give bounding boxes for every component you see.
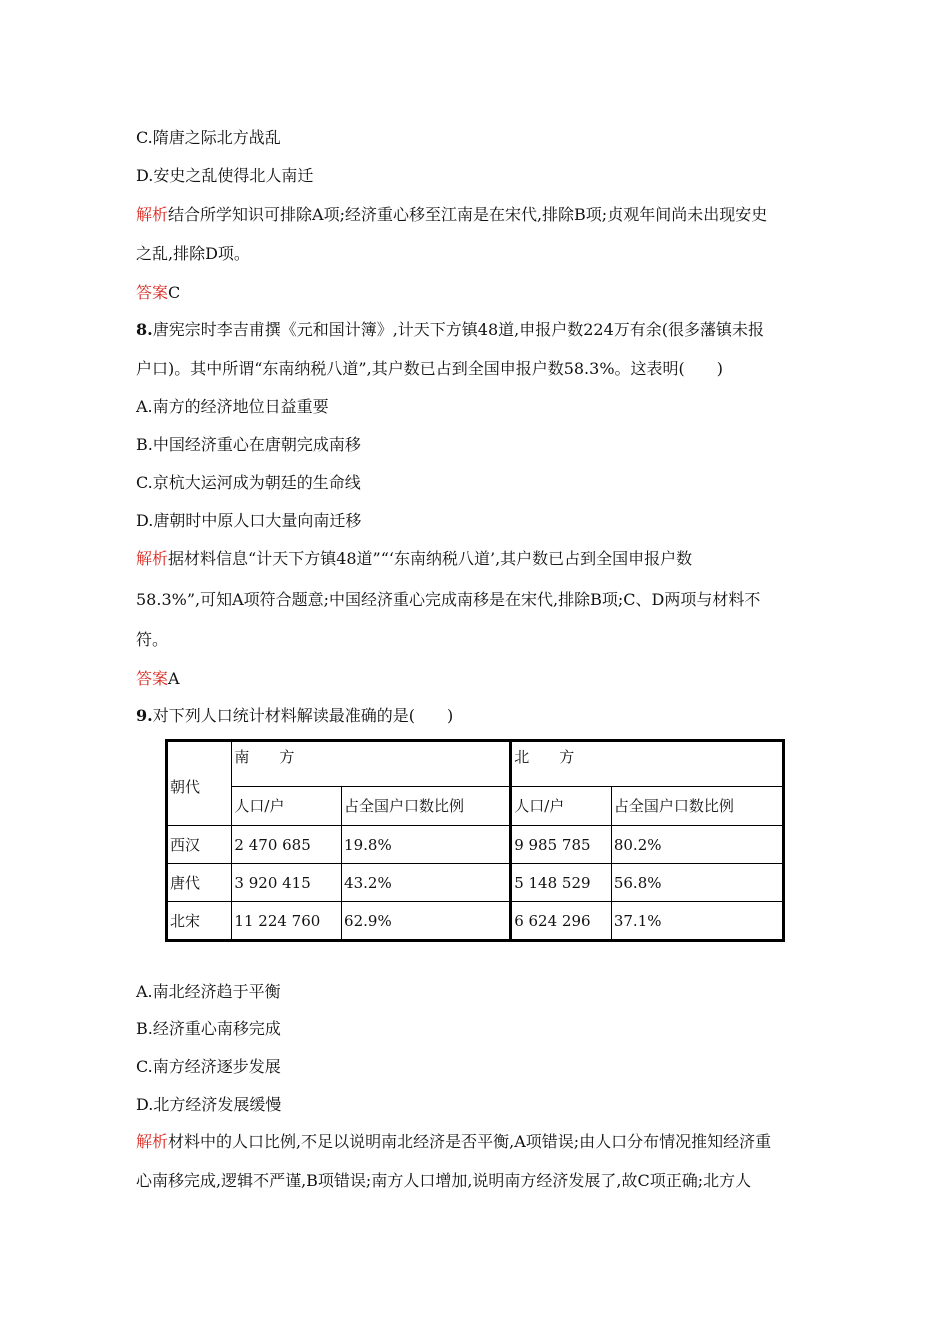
dynasty-cell: 北宋	[167, 902, 232, 941]
south-pop-cell: 3 920 415	[232, 864, 342, 902]
analysis-text: 结合所学知识可排除A项;经济重心移至江南是在宋代,排除B项;贞观年间尚未出现安史	[168, 205, 768, 224]
analysis-text: 材料中的人口比例,不足以说明南北经济是否平衡,A项错误;由人口分布情况推知经济重	[168, 1132, 772, 1151]
q9-stem	[136, 706, 453, 726]
q7-analysis	[136, 205, 767, 225]
north-ratio-cell: 80.2%	[611, 826, 783, 864]
north-pop-cell: 9 985 785	[511, 826, 612, 864]
north-ratio-cell: 56.8%	[611, 864, 783, 902]
q8-analysis	[136, 549, 692, 569]
question-number: 8.	[136, 320, 153, 339]
south-pop-cell: 11 224 760	[232, 902, 342, 941]
answer-label: 答案	[136, 669, 169, 688]
q7-option-c: C.隋唐之际北方战乱	[136, 128, 281, 147]
table-row	[167, 864, 784, 902]
south-ratio-header: 占全国户口数比例	[342, 787, 511, 826]
q8-option-c: C.京杭大运河成为朝廷的生命线	[136, 473, 361, 492]
north-ratio-header: 占全国户口数比例	[611, 787, 783, 826]
south-header: 南 方	[232, 741, 511, 787]
q8-stem	[136, 320, 764, 340]
south-ratio-cell: 43.2%	[342, 864, 511, 902]
q7-answer	[136, 283, 180, 303]
north-pop-cell: 6 624 296	[511, 902, 612, 941]
q8-option-b: B.中国经济重心在唐朝完成南移	[136, 435, 361, 454]
question-text: 对下列人口统计材料解读最准确的是( )	[152, 706, 454, 725]
q8-option-d: D.唐朝时中原人口大量向南迁移	[136, 511, 362, 530]
analysis-text: 据材料信息“计天下方镇48道”“‘东南纳税八道’,其户数已占到全国申报户数	[168, 549, 693, 568]
north-pop-cell: 5 148 529	[511, 864, 612, 902]
dynasty-cell: 西汉	[167, 826, 232, 864]
q8-analysis-cont2: 符。	[136, 630, 169, 649]
dynasty-cell: 唐代	[167, 864, 232, 902]
q9-option-a: A.南北经济趋于平衡	[136, 982, 281, 1001]
north-header: 北 方	[511, 741, 784, 787]
q9-option-c: C.南方经济逐步发展	[136, 1057, 281, 1076]
south-ratio-cell: 62.9%	[342, 902, 511, 941]
q7-analysis-cont: 之乱,排除D项。	[136, 244, 250, 263]
q9-analysis	[136, 1132, 771, 1152]
q7-option-d: D.安史之乱使得北人南迁	[136, 166, 314, 185]
south-pop-cell: 2 470 685	[232, 826, 342, 864]
table-row	[167, 902, 784, 941]
answer-value: C	[168, 283, 181, 302]
q8-option-a: A.南方的经济地位日益重要	[136, 397, 329, 416]
q8-analysis-cont: 58.3%”,可知A项符合题意;中国经济重心完成南移是在宋代,排除B项;C、D两项与材料不	[136, 590, 761, 609]
answer-label: 答案	[136, 283, 169, 302]
south-pop-header: 人口/户	[232, 787, 342, 826]
north-ratio-cell: 37.1%	[611, 902, 783, 941]
analysis-label: 解析	[136, 1132, 169, 1151]
q9-analysis-cont: 心南移完成,逻辑不严谨,B项错误;南方人口增加,说明南方经济发展了,故C项正确;北方人	[136, 1171, 752, 1190]
q8-stem-cont: 户口)。其中所谓“东南纳税八道”,其户数已占到全国申报户数58.3%。这表明( )	[136, 359, 724, 378]
analysis-label: 解析	[136, 549, 169, 568]
population-table	[165, 739, 785, 942]
q8-answer	[136, 669, 180, 689]
question-number: 9.	[136, 706, 153, 725]
answer-value: A	[168, 669, 180, 688]
south-ratio-cell: 19.8%	[342, 826, 511, 864]
q9-option-d: D.北方经济发展缓慢	[136, 1095, 282, 1114]
question-text: 唐宪宗时李吉甫撰《元和国计簿》,计天下方镇48道,申报户数224万有余(很多藩镇未报	[152, 320, 765, 339]
north-pop-header: 人口/户	[511, 787, 612, 826]
q9-option-b: B.经济重心南移完成	[136, 1019, 281, 1038]
table-row	[167, 826, 784, 864]
dynasty-header: 朝代	[167, 741, 232, 826]
analysis-label: 解析	[136, 205, 169, 224]
